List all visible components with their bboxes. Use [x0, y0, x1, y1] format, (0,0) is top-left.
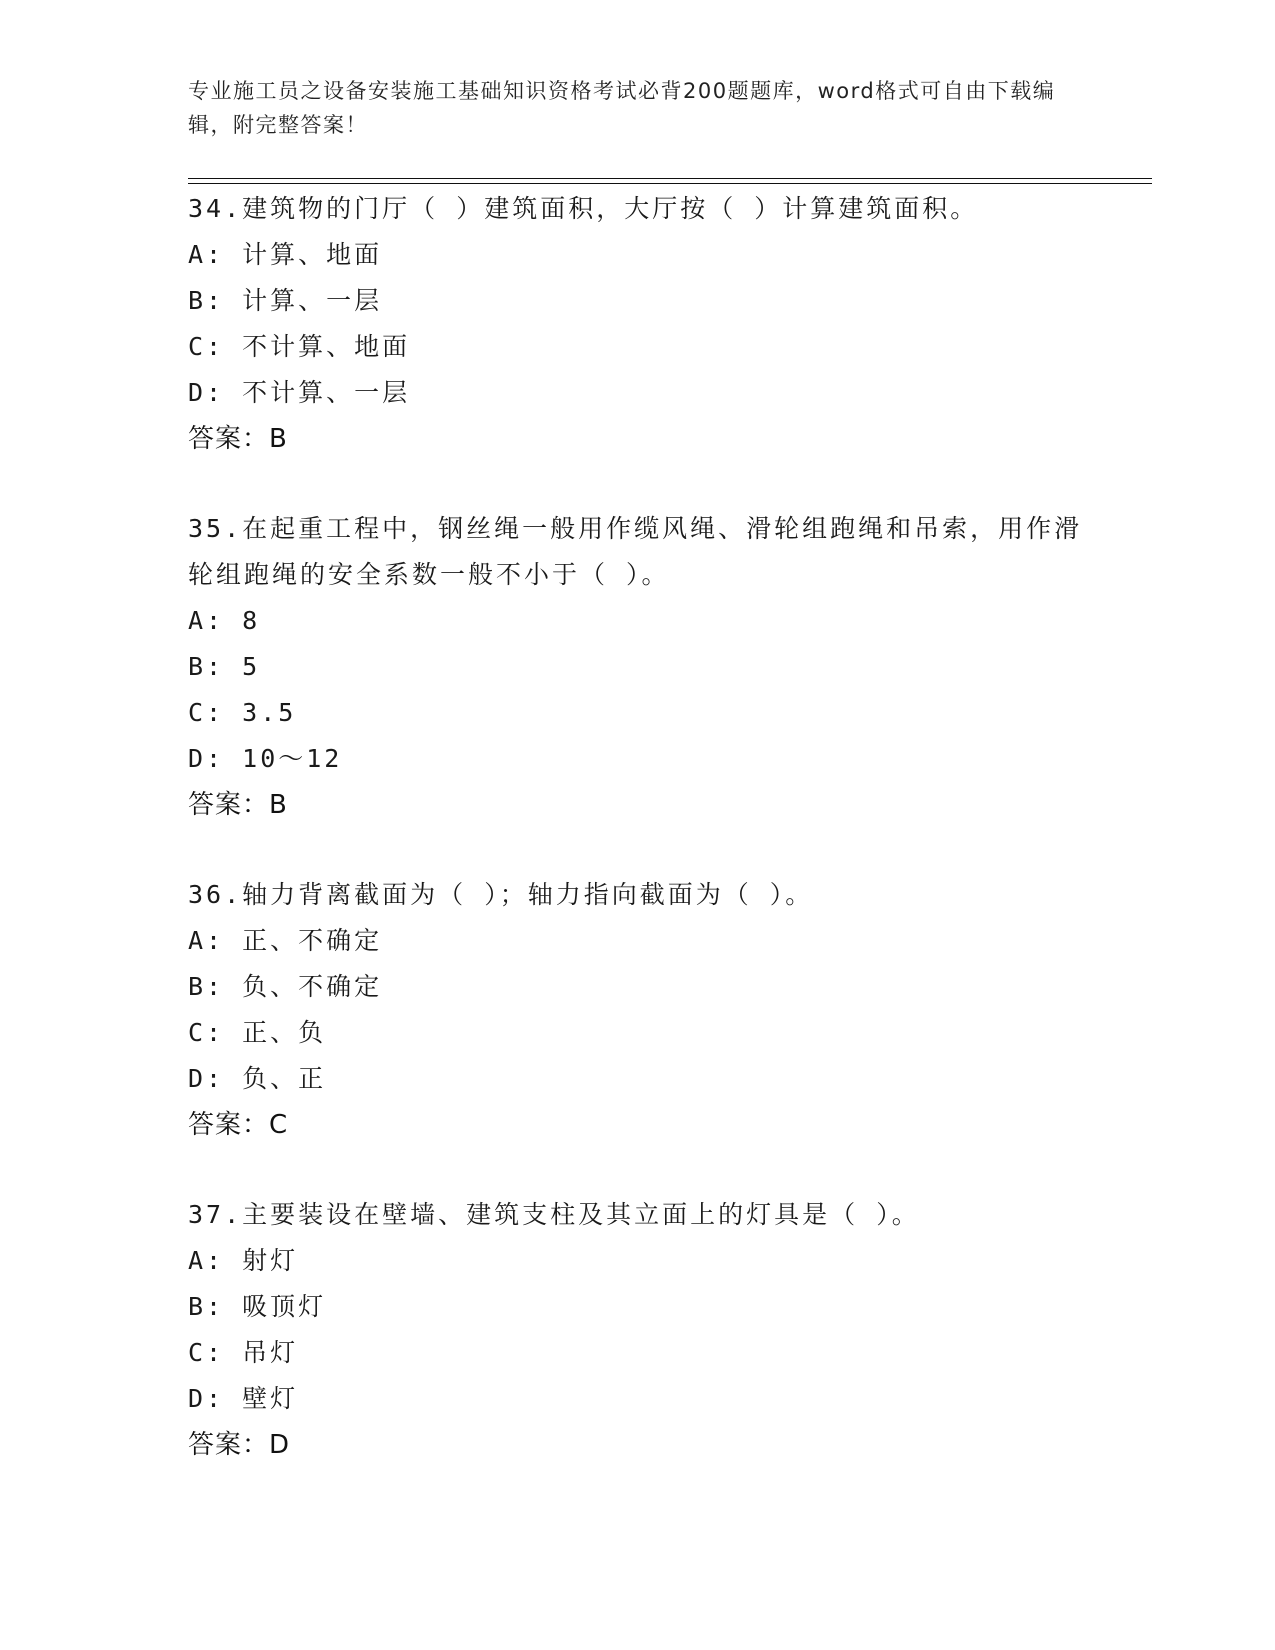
option-d: D: 10～12: [188, 744, 343, 773]
answer-line: 答案：B: [188, 424, 288, 454]
question-35: [188, 506, 1088, 828]
question-stem: 37.主要装设在壁墙、建筑支柱及其立面上的灯具是（ ）。: [188, 1200, 920, 1229]
option-b: B: 计算、一层: [188, 286, 383, 315]
option-c: C: 吊灯: [188, 1338, 299, 1367]
option-list: [188, 598, 1088, 782]
question-spacer: [188, 828, 1088, 872]
option-list: [188, 918, 1088, 1102]
option-d: D: 负、正: [188, 1064, 327, 1093]
option-c: C: 3.5: [188, 698, 297, 727]
page-header: 专业施工员之设备安装施工基础知识资格考试必背200题题库，word格式可自由下载编辑，附完整答案！: [188, 79, 1056, 137]
option-a: A: 计算、地面: [188, 240, 383, 269]
option-a: A: 8: [188, 606, 261, 635]
option-b: B: 负、不确定: [188, 972, 383, 1001]
option-list: [188, 1238, 1088, 1422]
answer-line: 答案：C: [188, 1110, 289, 1140]
question-spacer: [188, 462, 1088, 506]
question-list: [188, 186, 1088, 1468]
question-37: [188, 1192, 1088, 1468]
option-d: D: 壁灯: [188, 1384, 299, 1413]
question-spacer: [188, 1148, 1088, 1192]
option-list: [188, 232, 1088, 416]
question-36: [188, 872, 1088, 1148]
question-34: [188, 186, 1088, 462]
question-stem: 35.在起重工程中，钢丝绳一般用作缆风绳、滑轮组跑绳和吊索，用作滑轮组跑绳的安全系数一般不小于（ ）。: [188, 514, 1083, 589]
option-d: D: 不计算、一层: [188, 378, 411, 407]
question-stem: 34.建筑物的门厅（ ）建筑面积，大厅按（ ）计算建筑面积。: [188, 194, 979, 223]
option-a: A: 射灯: [188, 1246, 299, 1275]
answer-line: 答案：D: [188, 1430, 291, 1460]
header-rule-bottom: [188, 183, 1152, 184]
option-b: B: 5: [188, 652, 261, 681]
option-c: C: 不计算、地面: [188, 332, 411, 361]
answer-line: 答案：B: [188, 790, 288, 820]
header-rule-top: [188, 178, 1152, 179]
question-stem: 36.轴力背离截面为（ ）；轴力指向截面为（ ）。: [188, 880, 814, 909]
option-c: C: 正、负: [188, 1018, 327, 1047]
option-a: A: 正、不确定: [188, 926, 383, 955]
option-b: B: 吸顶灯: [188, 1292, 327, 1321]
